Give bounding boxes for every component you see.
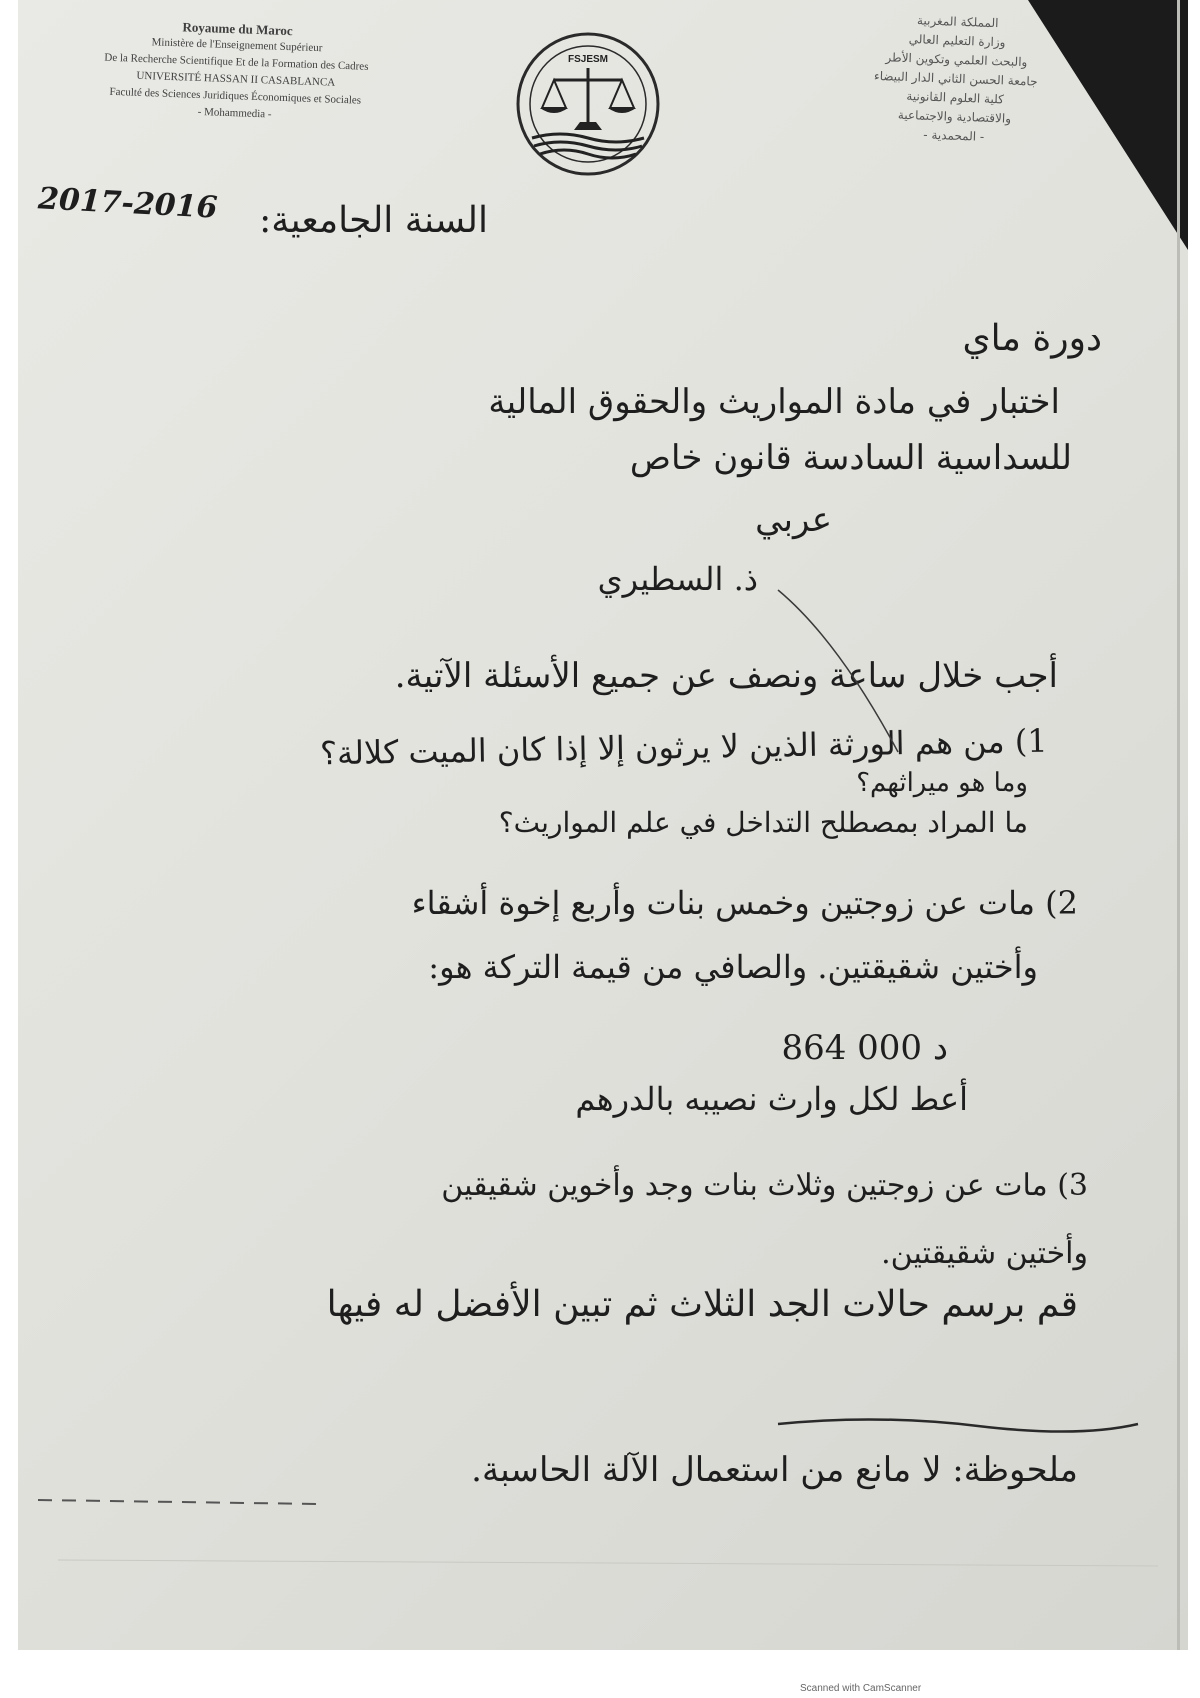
header-ar-line7: - المحمدية -	[923, 127, 985, 144]
exam-session: دورة ماي	[962, 318, 1102, 359]
logo-text: FSJESM	[567, 54, 609, 65]
question-2-line1: 2) مات عن زوجتين وخمس بنات وأربع إخوة أشقاء	[411, 884, 1078, 922]
question-3-line3: قم برسم حالات الجد الثلاث ثم تبين الأفضل له فيها	[326, 1284, 1078, 1325]
academic-year-label: السنة الجامعية:	[259, 200, 488, 241]
handwritten-strokes	[18, 0, 1188, 1650]
header-fr-line1: Ministère de l'Enseignement Supérieur	[151, 36, 323, 55]
header-fr-line4: Faculté des Sciences Juridiques Économiques et Sociales	[109, 85, 362, 107]
header-fr-line5: - Mohammedia -	[197, 105, 272, 121]
question-2-line3: أعط لكل وارث نصيبه بالدرهم	[575, 1080, 968, 1118]
academic-year: 2017-2016	[37, 181, 219, 226]
header-ar-line5: كلية العلوم القانونية	[906, 89, 1005, 107]
exam-title-line3: عربي	[755, 500, 832, 540]
exam-paper	[18, 0, 1188, 1650]
header-ar-line4: جامعة الحسن الثاني الدار البيضاء	[873, 68, 1038, 89]
paper-crease	[58, 1560, 1158, 1566]
professor-name: ذ. السطيري	[597, 560, 758, 598]
scanner-watermark: Scanned with CamScanner	[800, 1683, 922, 1694]
exam-note: ملحوظة: لا مانع من استعمال الآلة الحاسبة.	[471, 1450, 1078, 1490]
pen-stray-stroke	[778, 590, 898, 752]
header-fr-line3: UNIVERSITÉ HASSAN II CASABLANCA	[136, 69, 336, 89]
question-3-line1: 3) مات عن زوجتين وثلاث بنات وجد وأخوين شقيقين	[441, 1168, 1088, 1203]
question-2-line2: وأختين شقيقتين. والصافي من قيمة التركة هو:	[428, 948, 1038, 986]
header-ar-line1: المملكة المغربية	[916, 13, 999, 31]
header-ar-line3: والبحث العلمي وتكوين الأطر	[885, 50, 1028, 70]
exam-title-line2: للسداسية السادسة قانون خاص	[629, 438, 1072, 478]
exam-title-line1: اختبار في مادة المواريث والحقوق المالية	[488, 382, 1060, 422]
bottom-dashed-stroke	[38, 1500, 318, 1504]
header-ar-line6: والاقتصادية والاجتماعية	[897, 107, 1012, 126]
question-1-line1: 1) من هم الورثة الذين لا يرثون إلا إذا كان الميت كلالة؟	[320, 721, 1049, 773]
header-ar-line2: وزارة التعليم العالي	[908, 32, 1006, 50]
exam-instructions: أجب خلال ساعة ونصف عن جميع الأسئلة الآتية.	[394, 656, 1058, 696]
separator-stroke	[778, 1419, 1138, 1431]
question-3-line2: وأختين شقيقتين.	[881, 1236, 1088, 1271]
question-1-line3: ما المراد بمصطلح التداخل في علم المواريث؟	[498, 806, 1028, 839]
header-fr-line2: De la Recherche Scientifique Et de la Formation des Cadres	[104, 51, 369, 73]
question-1-line2: وما هو ميراثهم؟	[856, 768, 1028, 798]
header-fr-kingdom: Royaume du Maroc	[182, 19, 293, 39]
question-2-amount: 864 000 د	[781, 1028, 948, 1068]
